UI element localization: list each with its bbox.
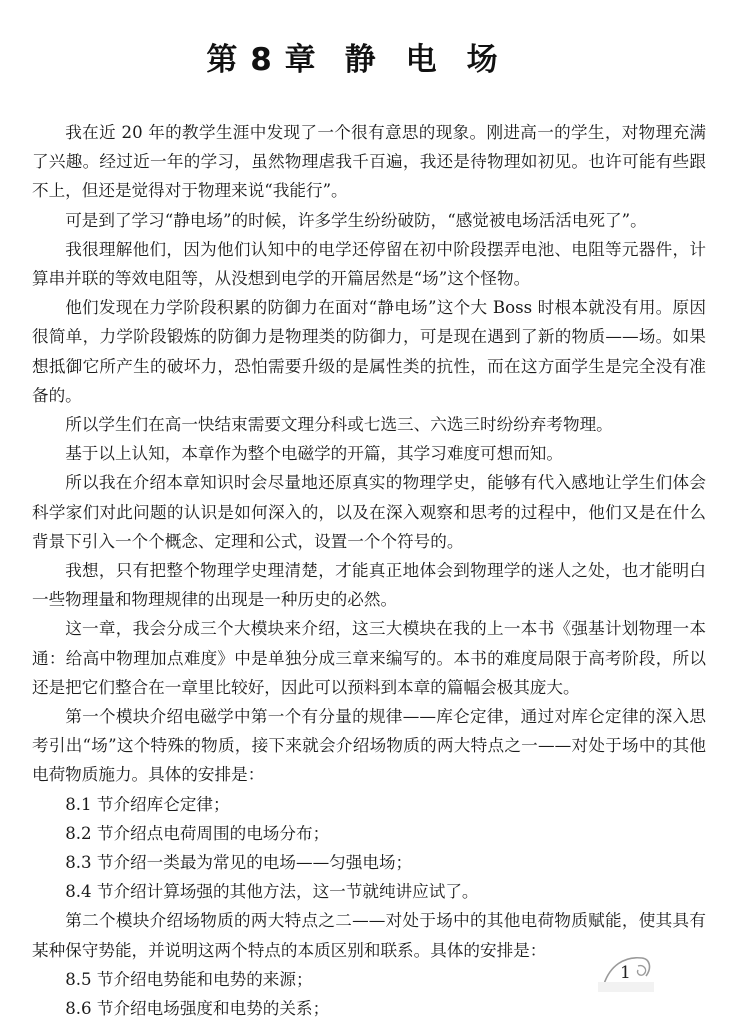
chapter-title — [0, 34, 734, 79]
section-list-item: 8.4 节介绍计算场强的其他方法，这一节就纯讲应试了。 — [65, 882, 479, 902]
page-number-ground — [598, 982, 654, 992]
section-list-item: 8.5 节介绍电势能和电势的来源； — [65, 969, 313, 989]
paragraph: 第一个模块介绍电磁学中第一个有分量的规律——库仑定律，通过对库仑定律的深入思考引出“场”这个特殊的物质，接下来就会介绍场物质的两大特点之一——对处于场中的其他电荷物质施力。具体的安排是： — [32, 707, 706, 785]
paragraph: 我想，只有把整个物理学史理清楚，才能真正地体会到物理学的迷人之处，也才能明白一些物理量和物理规律的出现是一种历史的必然。 — [32, 561, 706, 610]
paragraph: 我很理解他们，因为他们认知中的电学还停留在初中阶段摆弄电池、电阻等元器件，计算串并联的等效电阻等，从没想到电学的开篇居然是“场”这个怪物。 — [32, 239, 706, 289]
section-list-item: 8.3 节介绍一类最为常见的电场——匀强电场； — [65, 853, 413, 873]
paragraph: 所以我在介绍本章知识时会尽量地还原真实的物理学史，能够有代入感地让学生们体会科学家们对此问题的认识是如何深入的，以及在深入观察和思考的过程中，他们又是在什么背景下引入一个个概念、定理和公式，设置一个个符号的。 — [32, 473, 706, 551]
page-number: 1 — [620, 963, 631, 983]
paragraph: 我在近 20 年的教学生涯中发现了一个很有意思的现象。刚进高一的学生，对物理充满了兴趣。经过近一年的学习，虽然物理虐我千百遍，我还是待物理如初见。也许可能有些跟不上，但还是觉得对于物理来说“我能行”。 — [32, 123, 706, 201]
paragraph: 基于以上认知，本章作为整个电磁学的开篇，其学习难度可想而知。 — [65, 444, 563, 464]
body-text — [32, 118, 706, 1023]
chapter-name: 静电场 — [344, 42, 528, 78]
paragraph: 所以学生们在高一快结束需要文理分科或七选三、六选三时纷纷弃考物理。 — [65, 415, 613, 435]
section-list-item: 8.1 节介绍库仑定律； — [65, 794, 230, 814]
paragraph: 可是到了学习“静电场”的时候，许多学生纷纷破防，“感觉被电场活活电死了”。 — [65, 210, 647, 230]
chapter-number: 第 8 章 — [206, 42, 317, 78]
paragraph: 第二个模块介绍场物质的两大特点之二——对处于场中的其他电荷物质赋能，使其具有某种保守势能，并说明这两个特点的本质区别和联系。具体的安排是： — [32, 911, 706, 960]
paragraph: 他们发现在力学阶段积累的防御力在面对“静电场”这个大 Boss 时根本就没有用。原因很简单，力学阶段锻炼的防御力是物理类的防御力，可是现在遇到了新的物质——场。如果想抵御它所产生的破坏力，恐怕需要升级的是属性类的抗性，而在这方面学生是完全没有准备的。 — [32, 298, 706, 405]
paragraph: 这一章，我会分成三个大模块来介绍，这三大模块在我的上一本书《强基计划物理一本通：给高中物理加点难度》中是单独分成三章来编写的。本书的难度局限于高考阶段，所以还是把它们整合在一章里比较好，因此可以预料到本章的篇幅会极其庞大。 — [32, 619, 706, 697]
section-list-item: 8.2 节介绍点电荷周围的电场分布； — [65, 823, 330, 843]
page-number-badge — [598, 936, 654, 992]
section-list-item: 8.6 节介绍电场强度和电势的关系； — [65, 999, 330, 1019]
swirl-curl-icon — [638, 966, 646, 976]
